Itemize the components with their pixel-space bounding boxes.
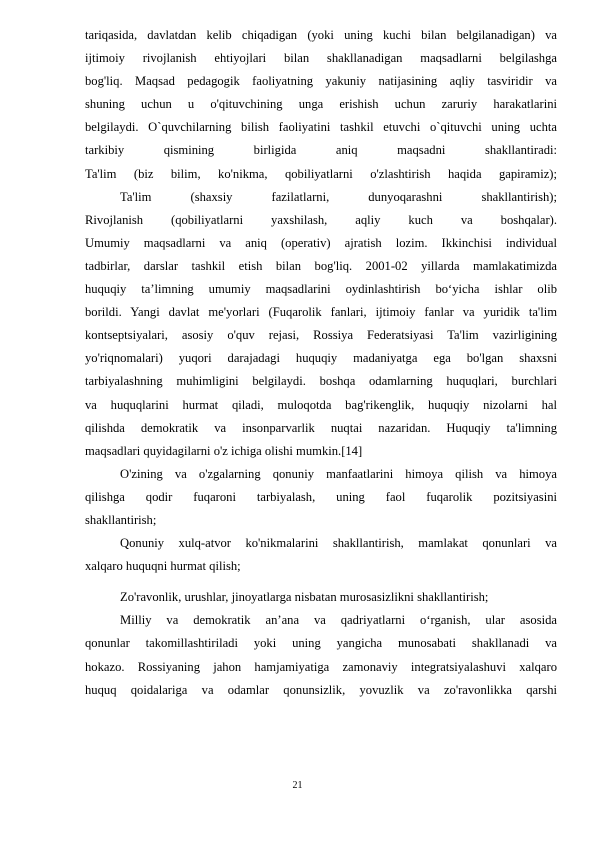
text-line: Milliy va demokratik an’ana va qadriyatlarni o‘rganish, ular asosida (120, 613, 557, 628)
text-line: tarbiyalashning muhimligini belgilaydi. boshqa odamlarning huquqlari, burchlari (85, 374, 557, 389)
text-line: borildi. Yangi davlat me'yorlari (Fuqarolik fanlari, ijtimoiy fanlar va yuridik ta'lim (85, 305, 557, 320)
text-line: Rivojlanish (qobiliyatlarni yaxshilash, aqliy kuch va boshqalar). (85, 212, 557, 227)
text-line: bog'liq. Maqsad pedagogik faoliyatning yakuniy natijasining aqliy tasviridir va (85, 74, 557, 89)
text-line: qilishda demokratik va insonparvarlik nuqtai nazaridan. Huquqiy ta'limning (85, 420, 557, 435)
text-line: kontseptsiyalari, asosiy o'quv rejasi, Rossiya Federatsiyasi Ta'lim vazirligining (85, 328, 557, 343)
text-line: shuning uchun u o'qituvchining unga erishish uchun zaruriy harakatlarini (85, 97, 557, 112)
text-line: yo'riqnomalari) yuqori darajadagi huquqiy madaniyatga ega bo'lgan shaxsni (85, 351, 557, 366)
text-line: shakllantirish; (85, 512, 157, 527)
text-line: va huquqlarini hurmat qiladi, muloqotda bag'rikenglik, huquqiy nizolarni hal (85, 397, 557, 412)
text-line: tadbirlar, darslar tashkil etish bilan bog'liq. 2001-02 yillarda mamlakatimizda (85, 258, 557, 273)
text-line: Ta'lim (shaxsiy fazilatlarni, dunyoqarashni shakllantirish); (120, 189, 557, 204)
text-line: qonunlar takomillashtiriladi yoki uning yangicha munosabati shakllanadi va (85, 636, 557, 651)
body-text (85, 24, 557, 702)
text-line: qilishga qodir fuqaroni tarbiyalash, uning faol fuqarolik pozitsiyasini (85, 489, 557, 504)
text-line: Qonuniy xulq-atvor ko'nikmalarini shakllantirish, mamlakat qonunlari va (120, 536, 557, 551)
text-line: Ta'lim (biz bilim, ko'nikma, qobiliyatlarni o'zlashtirish haqida gapiramiz); (85, 166, 557, 181)
text-line: maqsadlari quyidagilarni o'z ichiga olishi mumkin.[14] (85, 443, 363, 458)
text-line: tarkibiy qismining birligida aniq maqsadni shakllantiradi: (85, 143, 557, 158)
text-line: xalqaro huquqni hurmat qilish; (85, 559, 241, 574)
text-line: hokazo. Rossiyaning jahon hamjamiyatiga zamonaviy integratsiyalashuvi xalqaro (85, 659, 557, 674)
text-line: O'zining va o'zgalarning qonuniy manfaatlarini himoya qilish va himoya (120, 466, 557, 481)
text-line: ijtimoiy rivojlanish ehtiyojlari bilan shakllanadigan maqsadlarni belgilashga (85, 51, 557, 66)
text-line: tariqasida, davlatdan kelib chiqadigan (yoki uning kuchi bilan belgilanadigan) va (85, 28, 557, 42)
page-number: 21 (292, 780, 303, 791)
text-line: belgilaydi. O`quvchilarning bilish faoliyatini tashkil etuvchi o`qituvchi uning uchta (85, 120, 557, 135)
text-line: huquq qoidalariga va odamlar qonunsizlik, yovuzlik va zo'ravonlikka qarshi (85, 682, 557, 697)
text-line: huquqiy ta’limning umumiy maqsadlarini oydinlashtirish bo‘yicha ishlar olib (85, 282, 557, 297)
text-line: Zo'ravonlik, urushlar, jinoyatlarga nisbatan murosasizlikni shakllantirish; (120, 590, 489, 605)
text-line: Umumiy maqsadlarni va aniq (operativ) ajratish lozim. Ikkinchisi individual (85, 235, 557, 250)
